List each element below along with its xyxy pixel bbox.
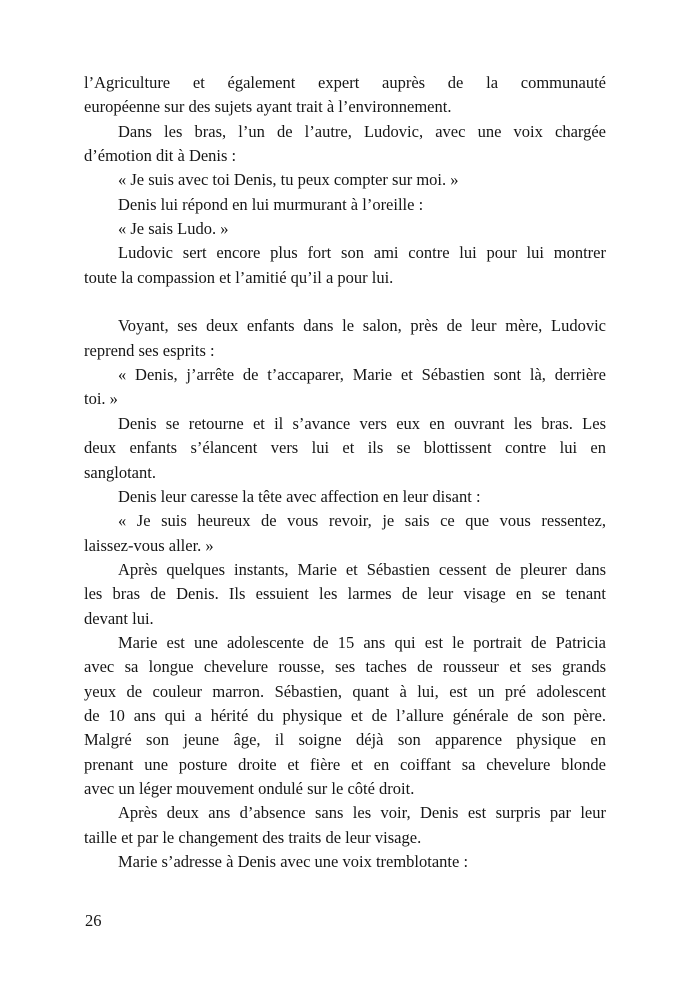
paragraph — [84, 631, 606, 801]
paragraph — [84, 120, 606, 169]
text-line: d’émotion dit à Denis : — [84, 146, 237, 166]
paragraph — [84, 485, 606, 509]
text-line: Ludovic sert encore plus fort son ami contre lui pour lui montrer — [118, 243, 606, 263]
paragraph — [84, 217, 606, 241]
paragraph — [84, 168, 606, 192]
paragraph — [84, 801, 606, 850]
text-line: Après deux ans d’absence sans les voir, Denis est surpris par leur — [118, 803, 606, 823]
text-line: de 10 ans qui a hérité du physique et de l’allure générale de son père. — [84, 705, 606, 725]
text-line: yeux de couleur marron. Sébastien, quant à lui, est un pré adolescent — [84, 681, 606, 701]
text-line: Voyant, ses deux enfants dans le salon, près de leur mère, Ludovic — [118, 316, 606, 336]
text-line: taille et par le changement des traits de leur visage. — [84, 827, 422, 847]
paragraph — [84, 558, 606, 631]
text-line: Malgré son jeune âge, il soigne déjà son apparence physique en — [84, 730, 606, 750]
text-line: européenne sur des sujets ayant trait à l’environnement. — [84, 97, 452, 117]
text-line: « Denis, j’arrête de t’accaparer, Marie et Sébastien sont là, derrière — [118, 365, 606, 385]
text-line: « Je suis avec toi Denis, tu peux compter sur moi. » — [118, 170, 459, 190]
paragraph — [84, 850, 606, 874]
paragraph — [84, 193, 606, 217]
body-text — [84, 71, 606, 874]
paragraph — [84, 241, 606, 290]
paragraph — [84, 412, 606, 485]
text-line: Marie s’adresse à Denis avec une voix tremblotante : — [118, 852, 469, 871]
text-line: « Je suis heureux de vous revoir, je sais ce que vous ressentez, — [118, 511, 606, 531]
text-line: Marie est une adolescente de 15 ans qui est le portrait de Patricia — [118, 632, 606, 652]
paragraph — [84, 363, 606, 412]
paragraph — [84, 314, 606, 363]
page-number: 26 — [85, 911, 102, 930]
text-line: Denis leur caresse la tête avec affection en leur disant : — [118, 486, 481, 506]
text-line: Dans les bras, l’un de l’autre, Ludovic, avec une voix chargée — [118, 121, 606, 141]
text-line: laissez-vous aller. » — [84, 535, 214, 555]
text-line: Après quelques instants, Marie et Sébastien cessent de pleurer dans — [118, 559, 606, 579]
text-line: devant lui. — [84, 608, 154, 628]
text-line: l’Agriculture et également expert auprès de la communauté — [84, 73, 606, 92]
text-line: reprend ses esprits : — [84, 340, 215, 360]
text-line: sanglotant. — [84, 462, 156, 482]
text-line: avec sa longue chevelure rousse, ses taches de rousseur et ses grands — [84, 657, 606, 677]
paragraph — [84, 71, 606, 120]
text-line: deux enfants s’élancent vers lui et ils se blottissent contre lui en — [84, 438, 606, 458]
text-line: toute la compassion et l’amitié qu’il a pour lui. — [84, 267, 394, 287]
text-line: toi. » — [84, 389, 118, 409]
text-line: les bras de Denis. Ils essuient les larmes de leur visage en se tenant — [84, 584, 606, 604]
text-line: Denis se retourne et il s’avance vers eux en ouvrant les bras. Les — [118, 413, 606, 433]
paragraph — [84, 509, 606, 558]
text-line: avec un léger mouvement ondulé sur le côté droit. — [84, 778, 415, 798]
text-line: « Je sais Ludo. » — [118, 219, 229, 239]
text-line: prenant une posture droite et fière et en coiffant sa chevelure blonde — [84, 754, 606, 774]
text-line: Denis lui répond en lui murmurant à l’oreille : — [118, 194, 424, 214]
